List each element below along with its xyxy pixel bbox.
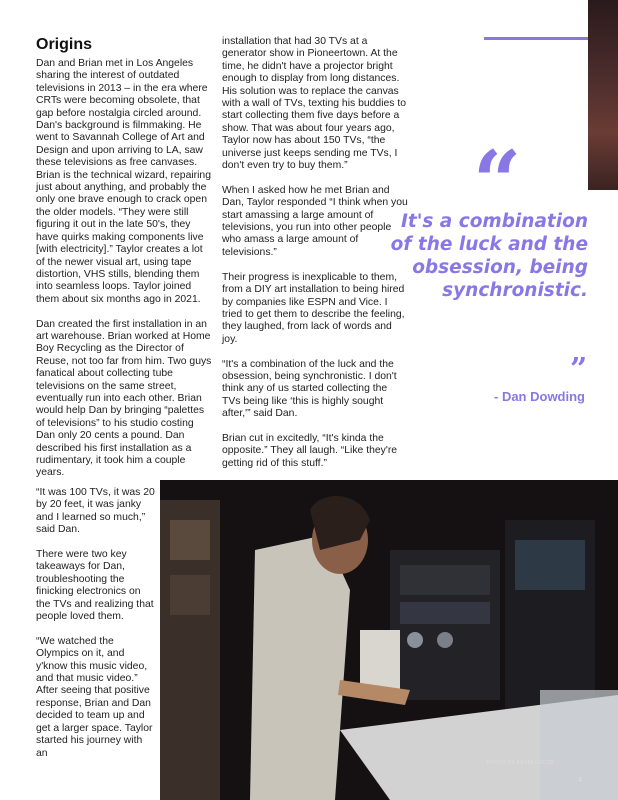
column-1-lower xyxy=(36,487,156,772)
open-quote-icon: “ xyxy=(473,132,522,231)
paragraph: Their progress is inexplicable to them, from a DIY art installation to being hired by companies like ESPN and Vice. I tried to get them to describe the feeling, they laughed, from lack of words and joy. xyxy=(222,271,405,345)
section-title: Origins xyxy=(36,36,93,53)
paragraph: Dan created the first installation in an art warehouse. Brian worked at Home Boy Recycling as the Director of Reuse, not too far from him. Two guys fanatical about collecting tube televisions on the same street, eventually run into each other. Brian would help Dan by bringing “palettes of televisions” to his studio costing Dan only 20 cents a pound. Dan described his first installation as a rudimentary, it took him a couple years. xyxy=(36,318,212,479)
workshop-photo xyxy=(160,480,618,800)
photo-credit: PHOTO BY KEVIN FOCUS xyxy=(487,760,554,766)
page-number: 4 xyxy=(578,777,582,784)
paragraph: “We watched the Olympics on it, and y'know this music video, and that music video.” After seeing that positive response, Brian and Dan decided to team up and get a larger space. Taylor started his journey with an xyxy=(36,635,153,759)
column-2 xyxy=(222,36,408,483)
accent-rule xyxy=(484,37,588,40)
paragraph: “It's a combination of the luck and the obsession, being synchronistic. I don't think any of us started collecting the TVs being like ‘this is highly sought after,'” said Dan. xyxy=(222,358,397,420)
paragraph: Brian cut in excitedly, “It's kinda the opposite.” They all laugh. “Like they're getting rid of this stuff.” xyxy=(222,432,398,469)
paragraph: “It was 100 TVs, it was 20 by 20 feet, it was janky and I learned so much,” said Dan. xyxy=(36,487,155,536)
top-right-photo-strip xyxy=(588,0,618,190)
paragraph: When I asked how he met Brian and Dan, Taylor responded “I think when you start amassing a large amount of televisions, you run into other people who amass a large amount of televisions.” xyxy=(222,184,408,258)
pull-quote: It's a combination of the luck and the obsession, being synchronistic. xyxy=(390,211,588,301)
paragraph: There were two key takeaways for Dan, troubleshooting the finicking electronics on the TVs and realizing that people loved them. xyxy=(36,549,154,623)
column-1 xyxy=(36,58,214,492)
close-quote-icon: ” xyxy=(570,352,588,387)
pull-quote-author: - Dan Dowding xyxy=(494,389,585,404)
paragraph: installation that had 30 TVs at a generator show in Pioneertown. At the time, he didn't have a projector bright enough to display from long distances. His solution was to replace the canvas with a wall of TVs, texting his buddies to start collecting them five days before a show. That was about four years ago, Taylor now has about 150 TVs, “the universe just keeps sending me TVs, I don't even try to buy them.” xyxy=(222,36,407,172)
photo-illustration xyxy=(160,480,618,800)
paragraph: Dan and Brian met in Los Angeles sharing the interest of outdated televisions in 2013 – in the era where CRTs were becoming obsolete, that gap before nostalgia circled around. Dan's background is filmmaking. He went to Savannah College of Art and Design and upon arriving to LA, saw these televisions as free canvases. Brian is the technical wizard, repairing just about anything, and probably the only one brave enough to crack open the older models. “They were still figuring it out in the late 50's, they have quirks making components live [with electricity].” Taylor creates a lot of the newer visual art, using tape distortion, VHS stills, blending them into seamless loops. Taylor joined them about six months ago in 2021. xyxy=(36,58,211,305)
